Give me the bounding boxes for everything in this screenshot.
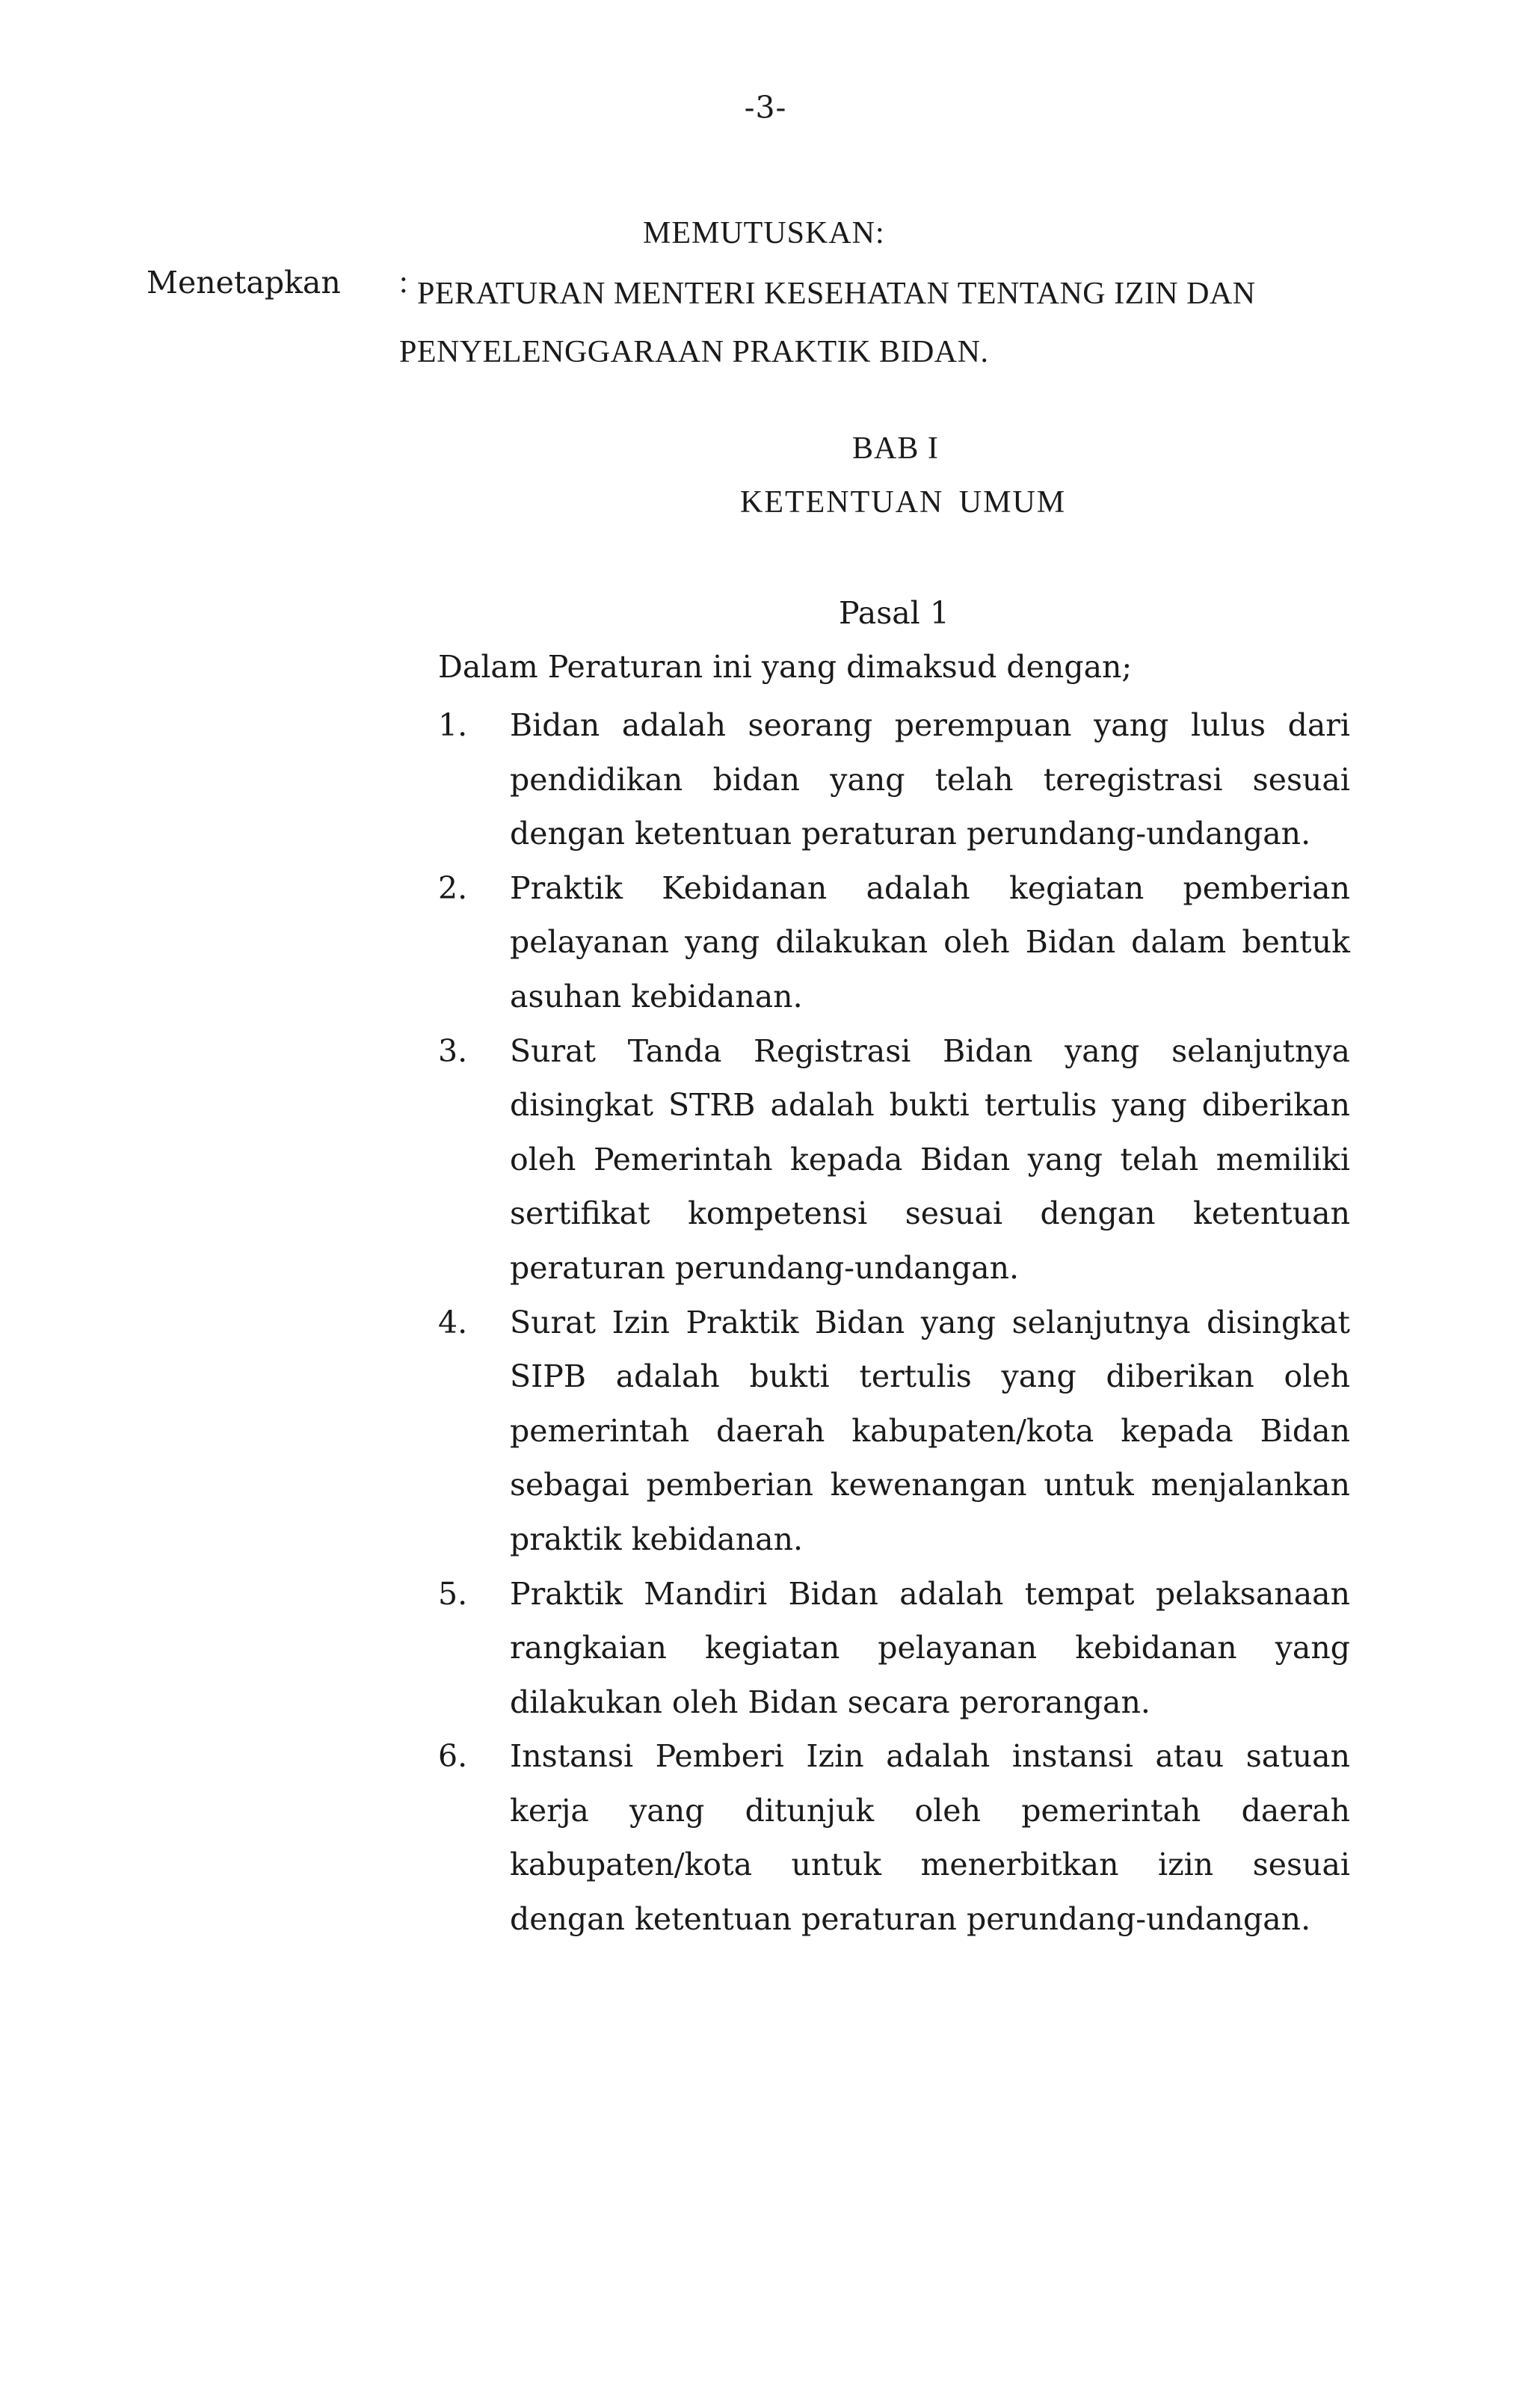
definition-number: 3. <box>438 1032 468 1069</box>
definition-text: Praktik Kebidanan adalah kegiatan pemberian pelayanan yang dilakukan oleh Bidan dalam bentuk asuhan kebidanan. <box>510 869 1350 1014</box>
definition-number: 4. <box>438 1304 468 1340</box>
definition-text: Praktik Mandiri Bidan adalah tempat pelaksanaan rangkaian kegiatan pelayanan kebidanan yang dilakukan oleh Bidan secara perorangan. <box>510 1575 1350 1720</box>
definition-item <box>438 1296 1350 1567</box>
definition-number: 1. <box>438 707 468 743</box>
definition-text: Instansi Pemberi Izin adalah instansi atau satuan kerja yang ditunjuk oleh pemerintah daerah kabupaten/kota untuk menerbitkan izin sesuai dengan ketentuan peraturan perundang-undangan. <box>510 1738 1350 1938</box>
page-number: -3- <box>744 90 787 126</box>
chapter-number: BAB I <box>852 431 939 466</box>
definition-number: 2. <box>438 869 468 906</box>
definition-number: 5. <box>438 1575 468 1612</box>
definition-text: Surat Tanda Registrasi Bidan yang selanjutnya disingkat STRB adalah bukti tertulis yang diberikan oleh Pemerintah kepada Bidan yang telah memiliki sertifikat kompetensi sesuai dengan ketentuan peraturan perundang-undangan. <box>510 1032 1350 1286</box>
definition-item <box>438 1567 1350 1730</box>
definition-number: 6. <box>438 1738 468 1775</box>
definition-item <box>438 861 1350 1024</box>
stipulation-colon: : <box>399 265 408 300</box>
stipulation-label: Menetapkan <box>147 265 341 301</box>
definition-text: Surat Izin Praktik Bidan yang selanjutnya disingkat SIPB adalah bukti tertulis yang diberikan oleh pemerintah daerah kabupaten/kota kepada Bidan sebagai pemberian kewenangan untuk menjalankan praktik kebidanan. <box>510 1304 1350 1557</box>
definition-item <box>438 698 1350 861</box>
definition-item <box>438 1729 1350 1946</box>
definition-text: Bidan adalah seorang perempuan yang lulus dari pendidikan bidan yang telah teregistrasi sesuai dengan ketentuan peraturan perundang-undangan. <box>510 707 1350 852</box>
definition-list <box>438 698 1350 1947</box>
chapter-title: KETENTUAN UMUM <box>740 485 1067 520</box>
decision-heading: MEMUTUSKAN: <box>643 216 885 250</box>
article-intro: Dalam Peraturan ini yang dimaksud dengan; <box>438 649 1133 685</box>
stipulation-text: PERATURAN MENTERI KESEHATAN TENTANG IZIN DAN PENYELENGGARAAN PRAKTIK BIDAN. <box>399 277 1256 369</box>
article-title: Pasal 1 <box>839 595 949 631</box>
definition-item <box>438 1024 1350 1296</box>
